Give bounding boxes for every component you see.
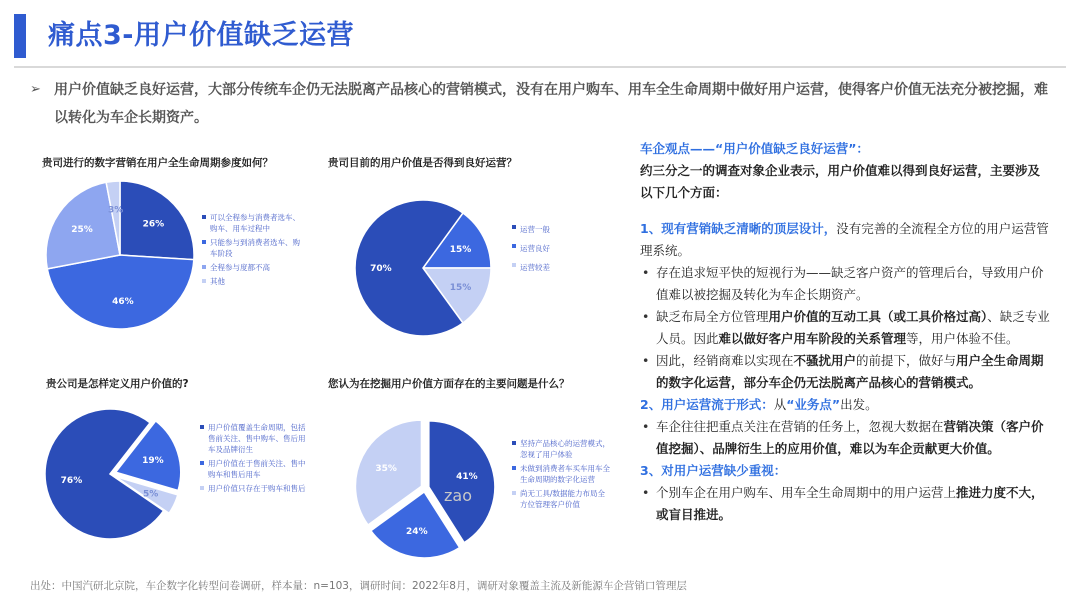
chart-1-legend-label-4: 其他: [210, 277, 225, 286]
chart-3-legend-item-3: [200, 483, 310, 494]
chart-1-legend-label-3: 全程参与度都不高: [210, 263, 270, 272]
insight-heading: 车企观点——“用户价值缺乏良好运营”：: [640, 141, 869, 156]
chart-1-label-4: 3%: [108, 205, 124, 216]
chart-1-legend-label-1: 可以全程参与消费者选车、购车、用车过程中: [210, 213, 300, 233]
bullet-1: • 存在追求短平快的短视行为——缺乏客户资产的管理后台，导致用户价值难以被挖掘及转化为车企长期资产。: [640, 262, 1050, 306]
chart-3-label-3: 5%: [143, 489, 159, 500]
chart-1-label-3: 25%: [71, 225, 93, 236]
title-accent-bar: [14, 14, 26, 58]
chart-2-legend-label-1: 运营一般: [520, 225, 550, 234]
arrow-bullet-icon: ➢: [30, 82, 41, 97]
chart-2-legend-swatch-2: [512, 244, 516, 248]
chart-3-legend-label-1: 用户价值覆盖生命周期，包括售前关注、售中购车、售后用车及品牌衍生: [208, 423, 306, 454]
bullet-3: • 因此，经销商难以实现在不骚扰用户的前提下，做好与用户全生命周期的数字化运营，部分车企仍无法脱离产品核心的营销模式。: [640, 350, 1050, 394]
chart-1-label-2: 46%: [112, 296, 134, 307]
chart-4-legend-item-2: [512, 463, 612, 485]
insight-panel: [640, 138, 1050, 526]
chart-4-label-1: 41%: [456, 471, 478, 482]
chart-2-legend-item-1: [512, 222, 592, 238]
chart-2-legend-swatch-3: [512, 263, 516, 267]
chart-1-legend-item-1: [202, 212, 300, 234]
chart-1-slice-2: [47, 255, 194, 329]
chart-3-legend-item-1: [200, 422, 310, 455]
chart-4-legend-item-3: [512, 488, 612, 510]
chart-1-label-1: 26%: [142, 219, 165, 230]
chart-1-legend-swatch-2: [202, 240, 206, 244]
bullet-5: • 个别车企在用户购车、用车全生命周期中的用户运营上推进力度不大，或盲目推进。: [640, 482, 1050, 526]
chart-2-legend-label-3: 运营较差: [520, 263, 550, 272]
chart-2-legend-item-2: [512, 241, 592, 257]
section-3: 3、对用户运营缺少重视：: [640, 463, 787, 478]
chart-4-legend-label-3: 尚无工具/数据能力布局全方位管理客户价值: [520, 489, 606, 509]
chart-3-legend-swatch-1: [200, 425, 204, 429]
chart-4-legend-swatch-2: [512, 466, 516, 470]
chart-4-label-2: 24%: [406, 526, 428, 537]
chart-4-legend-swatch-1: [512, 441, 516, 445]
chart-2-title: 贵司目前的用户价值是否得到良好运营？: [328, 157, 517, 169]
chart-3-legend: [200, 422, 310, 497]
chart-4-title: 您认为在挖掘用户价值方面存在的主要问题是什么？: [328, 378, 570, 390]
chart-4-legend-swatch-3: [512, 491, 516, 495]
chart-4-legend-label-1: 坚持产品核心的运营模式，忽视了用户体验: [520, 439, 610, 459]
chart-3-legend-item-2: [200, 458, 310, 480]
chart-1-legend-swatch-1: [202, 215, 206, 219]
chart-1-legend-swatch-4: [202, 279, 206, 283]
source-footer: 出处：中国汽研北京院，车企数字化转型问卷调研，样本量：n=103，调研时间：2022年8月，调研对象覆盖主流及新能源车企营销口管理层: [30, 580, 687, 592]
chart-1-pie: [40, 175, 200, 335]
intro-text: 用户价值缺乏良好运营，大部分传统车企仍无法脱离产品核心的营销模式，没有在用户购车、用车全生命周期中做好用户运营，使得客户价值无法充分被挖掘，难以转化为车企长期资产。: [54, 82, 1048, 126]
chart-2-legend-swatch-1: [512, 225, 516, 229]
chart-1-legend: [202, 212, 300, 290]
intro-paragraph: [30, 76, 1060, 132]
chart-2-label-1: 70%: [370, 264, 392, 274]
title-divider: [14, 66, 1066, 68]
chart-1-title: 贵司进行的数字营销在用户全生命周期参度如何？: [42, 157, 273, 169]
chart-3-pie: [40, 404, 190, 554]
chart-3-legend-label-3: 用户价值只存在于购车和售后: [208, 484, 306, 493]
chart-4-legend: [512, 438, 612, 513]
chart-2-label-3: 15%: [449, 283, 472, 294]
chart-2-legend: [512, 222, 592, 279]
chart-1-legend-label-2: 只能参与到消费者选车、购车阶段: [210, 238, 300, 258]
chart-3-label-2: 19%: [142, 456, 164, 467]
chart-1-legend-item-4: [202, 276, 300, 287]
chart-3-legend-label-2: 用户价值在于售前关注、售中购车和售后用车: [208, 459, 306, 479]
chart-2-legend-label-2: 运营良好: [520, 244, 550, 253]
chart-1-legend-item-3: [202, 262, 300, 273]
chart-4-legend-item-1: [512, 438, 612, 460]
chart-3-legend-swatch-2: [200, 461, 204, 465]
chart-2-pie: [350, 195, 496, 341]
chart-3-title: 贵公司是怎样定义用户价值的?: [46, 378, 189, 390]
bullet-4: • 车企往往把重点关注在营销的任务上，忽视大数据在营销决策（客户价值挖掘）、品牌衍生上的应用价值，难以为车企贡献更大价值。: [640, 416, 1050, 460]
chart-2-label-2: 15%: [449, 244, 472, 255]
chart-1-legend-item-2: [202, 237, 300, 259]
page-title: 痛点3-用户价值缺乏运营: [48, 20, 354, 51]
watermark: zao: [444, 486, 472, 505]
chart-4-pie: [355, 418, 495, 558]
bullet-2: • 缺乏布局全方位管理用户价值的互动工具（或工具价格过高）、缺乏专业人员。因此难以做好客户用车阶段的关系管理等，用户体验不佳。: [640, 306, 1050, 350]
chart-4-label-3: 35%: [375, 464, 397, 475]
section-2: 2、用户运营流于形式：从“业务点”出发。: [640, 397, 878, 412]
insight-summary: 约三分之一的调查对象企业表示，用户价值难以得到良好运营，主要涉及以下几个方面：: [640, 163, 1041, 200]
chart-4-legend-label-2: 未做到消费者车买车用车全生命周期的数字化运营: [520, 464, 610, 484]
chart-2-legend-item-3: [512, 260, 592, 276]
chart-3-label-1: 76%: [60, 475, 83, 486]
chart-3-legend-swatch-3: [200, 486, 204, 490]
section-1: 1、现有营销缺乏清晰的顶层设计，没有完善的全流程全方位的用户运营管理系统。: [640, 221, 1049, 258]
chart-1-legend-swatch-3: [202, 265, 206, 269]
